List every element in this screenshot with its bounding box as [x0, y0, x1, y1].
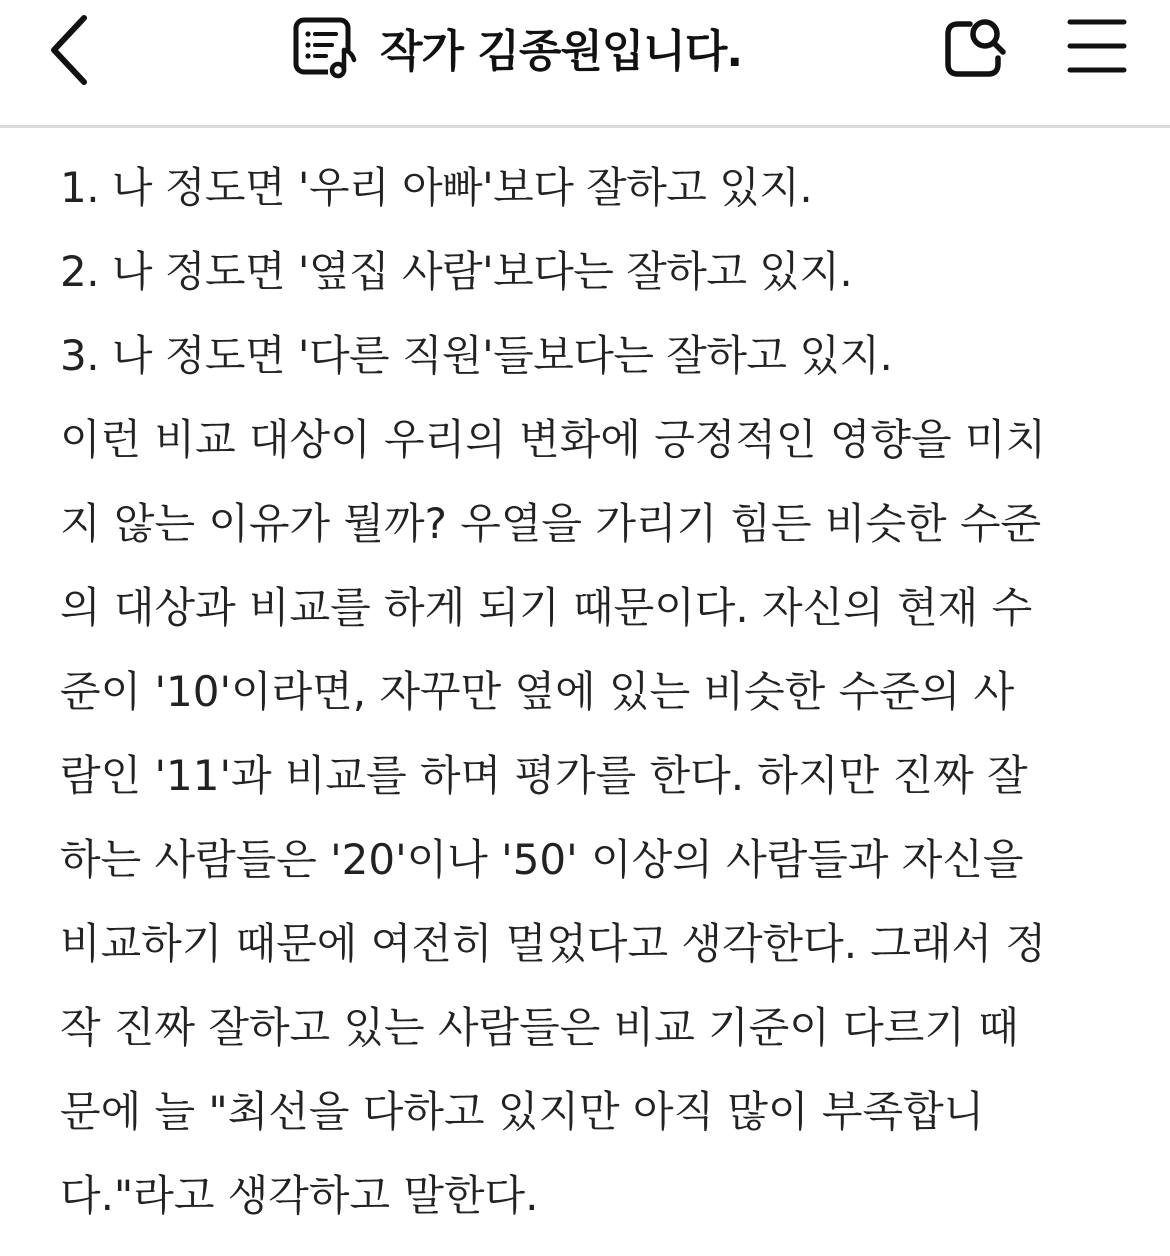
- paragraph-line: 비교하기 때문에 여전히 멀었다고 생각한다. 그래서 정: [60, 919, 1047, 968]
- back-button[interactable]: [38, 10, 108, 90]
- menu-icon: [1064, 14, 1130, 78]
- top-bar: [0, 0, 1170, 128]
- paragraph-line: 의 대상과 비교를 하게 되기 때문이다. 자신의 현재 수: [60, 583, 1033, 632]
- comparison-list: [60, 146, 1120, 398]
- paragraph-line: 람인 '11'과 비교를 하며 평가를 한다. 하지만 진짜 잘: [60, 751, 1028, 800]
- menu-button[interactable]: [1064, 14, 1130, 78]
- page-title: 작가 김종원입니다.: [380, 26, 743, 77]
- paragraph-line: 하는 사람들은 '20'이나 '50' 이상의 사람들과 자신을: [60, 835, 1024, 884]
- paragraph-line: 작 진짜 잘하고 있는 사람들은 비교 기준이 다르기 때: [60, 1003, 1019, 1052]
- paragraph-line: 지 않는 이유가 뭘까? 우열을 가리기 힘든 비슷한 수준: [60, 499, 1042, 548]
- list-item: 1. 나 정도면 '우리 아빠'보다 잘하고 있지.: [60, 163, 813, 212]
- chevron-left-icon: [38, 10, 108, 90]
- paragraph-line: 이런 비교 대상이 우리의 변화에 긍정적인 영향을 미치: [60, 415, 1047, 464]
- search-icon: [940, 8, 1012, 84]
- playlist-music-icon: [292, 14, 358, 80]
- list-item: 2. 나 정도면 '옆집 사람'보다는 잘하고 있지.: [60, 247, 853, 296]
- search-button[interactable]: [940, 8, 1012, 84]
- article-paragraph: [60, 398, 1120, 1238]
- paragraph-line: 문에 늘 "최선을 다하고 있지만 아직 많이 부족합니: [60, 1087, 985, 1136]
- page-title-group: [292, 12, 742, 82]
- paragraph-line: 다."라고 생각하고 말한다.: [60, 1171, 539, 1220]
- article-body: [60, 146, 1120, 1238]
- paragraph-line: 준이 '10'이라면, 자꾸만 옆에 있는 비슷한 수준의 사: [60, 667, 1015, 716]
- list-item: 3. 나 정도면 '다른 직원'들보다는 잘하고 있지.: [60, 331, 893, 380]
